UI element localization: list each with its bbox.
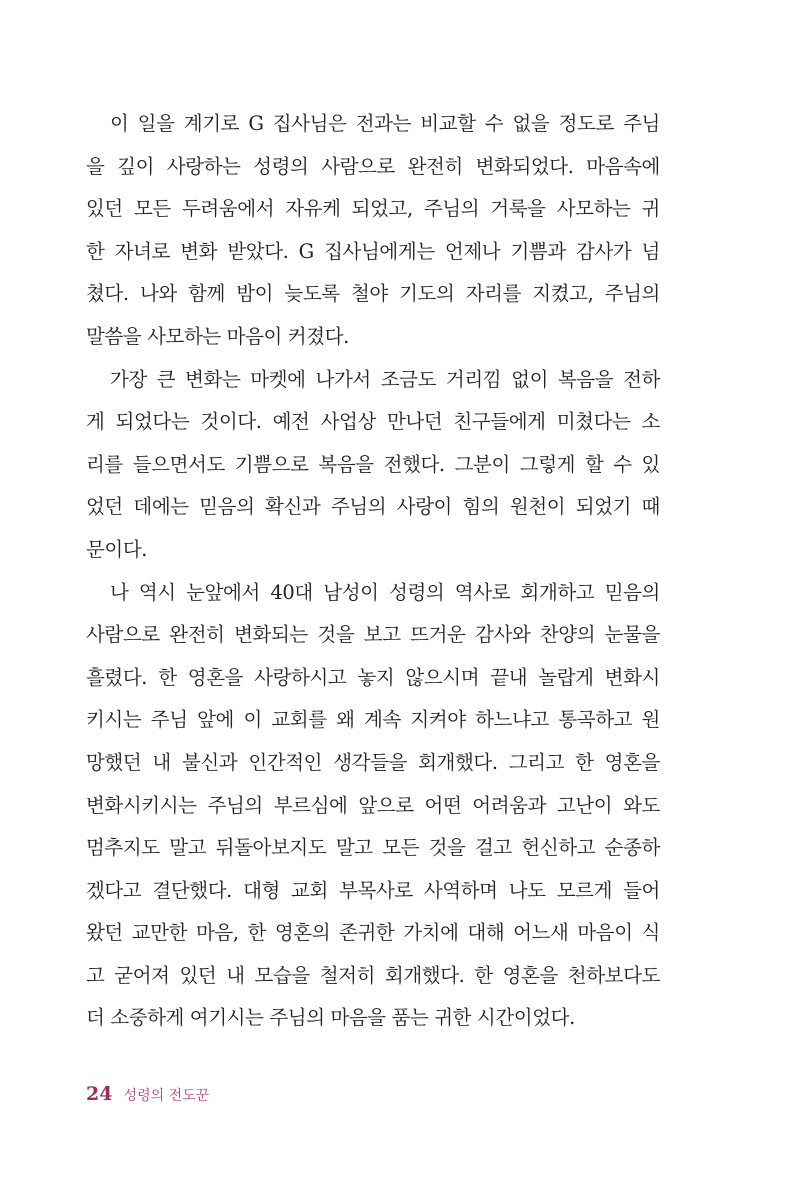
text-line: 고 굳어져 있던 내 모습을 철저히 회개했다. 한 영혼을 천하보다도 <box>86 963 660 987</box>
paragraph <box>86 572 660 1041</box>
page-number: 24 <box>86 1083 113 1105</box>
text-line: 가장 큰 변화는 마켓에 나가서 조금도 거리낌 없이 복음을 전하 <box>110 367 660 391</box>
text-line: 이 일을 계기로 G 집사님은 전과는 비교할 수 없을 정도로 주님 <box>110 112 660 135</box>
text-line: 나 역시 눈앞에서 40대 남성이 성령의 역사로 회개하고 믿음의 <box>110 580 660 604</box>
running-title: 성령의 전도꾼 <box>123 1088 210 1104</box>
text-line: 쳤다. 나와 함께 밤이 늦도록 철야 기도의 자리를 지켰고, 주님의 <box>86 282 660 306</box>
text-line: 왔던 교만한 마음, 한 영혼의 존귀한 가치에 대해 어느새 마음이 식 <box>86 921 660 945</box>
text-line: 있던 모든 두려움에서 자유케 되었고, 주님의 거룩을 사모하는 귀 <box>86 197 660 221</box>
text-line: 을 깊이 사랑하는 성령의 사람으로 완전히 변화되었다. 마음속에 <box>86 154 660 178</box>
text-line: 멈추지도 말고 뒤돌아보지도 말고 모든 것을 걸고 헌신하고 순종하 <box>86 836 660 860</box>
paragraph <box>86 103 660 359</box>
text-line: 문이다. <box>86 537 148 561</box>
text-line: 말씀을 사모하는 마음이 커졌다. <box>86 324 349 348</box>
text-line: 한 자녀로 변화 받았다. G 집사님에게는 언제나 기쁨과 감사가 넘 <box>86 239 660 263</box>
body-text <box>86 103 660 1040</box>
text-line: 더 소중하게 여기시는 주님의 마음을 품는 귀한 시간이었다. <box>86 1006 575 1030</box>
text-line: 었던 데에는 믿음의 확신과 주님의 사랑이 힘의 원천이 되었기 때 <box>86 495 660 519</box>
text-line: 사람으로 완전히 변화되는 것을 보고 뜨거운 감사와 찬양의 눈물을 <box>86 623 660 647</box>
text-line: 흘렸다. 한 영혼을 사랑하시고 놓지 않으시며 끝내 놀랍게 변화시 <box>86 665 660 689</box>
text-line: 리를 들으면서도 기쁨으로 복음을 전했다. 그분이 그렇게 할 수 있 <box>86 452 660 476</box>
paragraph <box>86 359 660 572</box>
text-line: 게 되었다는 것이다. 예전 사업상 만나던 친구들에게 미쳤다는 소 <box>86 410 660 434</box>
text-line: 키시는 주님 앞에 이 교회를 왜 계속 지켜야 하느냐고 통곡하고 원 <box>86 708 660 732</box>
page-footer <box>86 1080 209 1108</box>
text-line: 겠다고 결단했다. 대형 교회 부목사로 사역하며 나도 모르게 들어 <box>86 878 660 902</box>
text-line: 망했던 내 불신과 인간적인 생각들을 회개했다. 그리고 한 영혼을 <box>86 750 660 774</box>
text-line: 변화시키시는 주님의 부르심에 앞으로 어떤 어려움과 고난이 와도 <box>86 793 660 817</box>
